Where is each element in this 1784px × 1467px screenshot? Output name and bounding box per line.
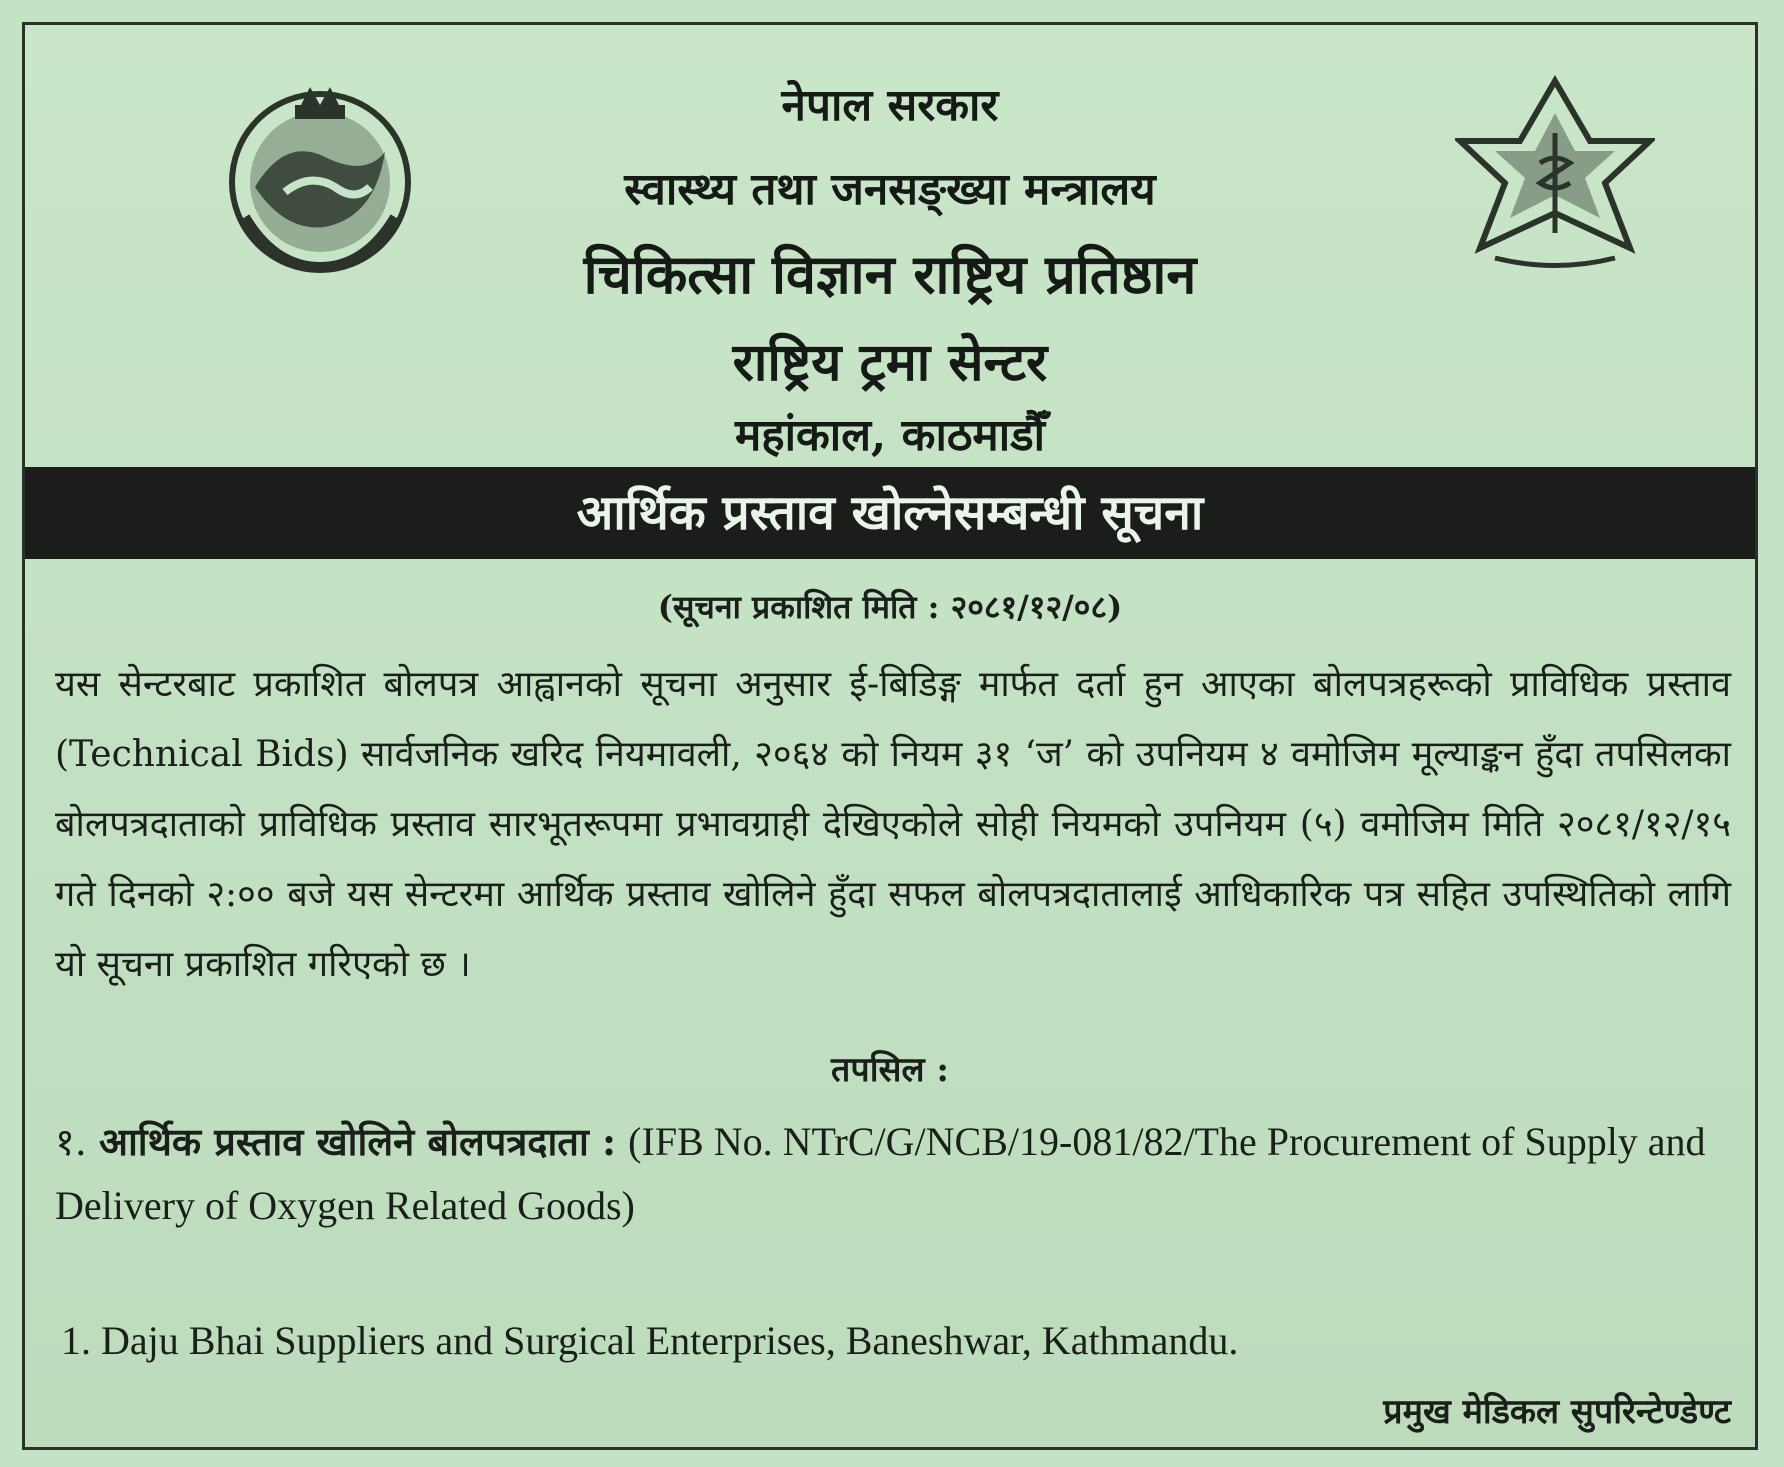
notice-page [22,22,1758,1450]
header-ministry: स्वास्थ्य तथा जनसङ्ख्या मन्त्रालय [624,164,1156,215]
publish-date: (सूचना प्रकाशित मिति : २०८१/१२/०८) [657,588,1123,626]
header-trauma-center: राष्ट्रिय ट्रमा सेन्टर [732,332,1048,393]
header-government: नेपाल सरकार [781,80,999,131]
item-number: १. [55,1120,87,1164]
item-description: (IFB No. NTrC/G/NCB/19-081/82/The Procurement of Supply and Delivery of Oxygen Related Goods) [55,1119,1706,1228]
item-label: आर्थिक प्रस्ताव खोलिने बोलपत्रदाता : [98,1119,617,1164]
notice-body: यस सेन्टरबाट प्रकाशित बोलपत्र आह्वानको सूचना अनुसार ई-बिडिङ्ग मार्फत दर्ता हुन आएका बोलपत्रहरूको प्राविधिक प्रस्ताव (Technical Bids) सार्वजनिक खरिद नियमावली, २०६४ को नियम ३१ ‘ज’ को उपनियम ४ वमोजिम मूल्याङ्कन हुँदा तपसिलका बोलपत्रदाताको प्राविधिक प्रस्ताव सारभूतरूपमा प्रभावग्राही देखिएकोले सोही नियमको उपनियम (५) वमोजिम मिति २०८१/१२/१५ गते दिनको २:०० बजे यस सेन्टरमा आर्थिक प्रस्ताव खोलिने हुँदा सफल बोलपत्रदातालाई आधिकारिक पत्र सहित उपस्थितिको लागि यो सूचना प्रकाशित गरिएको छ । [55,664,1731,985]
notice-title-banner: आर्थिक प्रस्ताव खोल्नेसम्बन्धी सूचना [25,467,1755,559]
header-address: महांकाल, काठमाडौँ [734,410,1046,461]
details-heading: तपसिल : [831,1050,949,1090]
details-item-1 [55,1110,1731,1238]
signature-title: प्रमुख मेडिकल सुपरिन्टेण्डेण्ट [1383,1392,1731,1432]
header-academy: चिकित्सा विज्ञान राष्ट्रिय प्रतिष्ठान [583,242,1197,306]
bidder-entry: 1. Daju Bhai Suppliers and Surgical Enterprises, Baneshwar, Kathmandu. [61,1318,1239,1363]
